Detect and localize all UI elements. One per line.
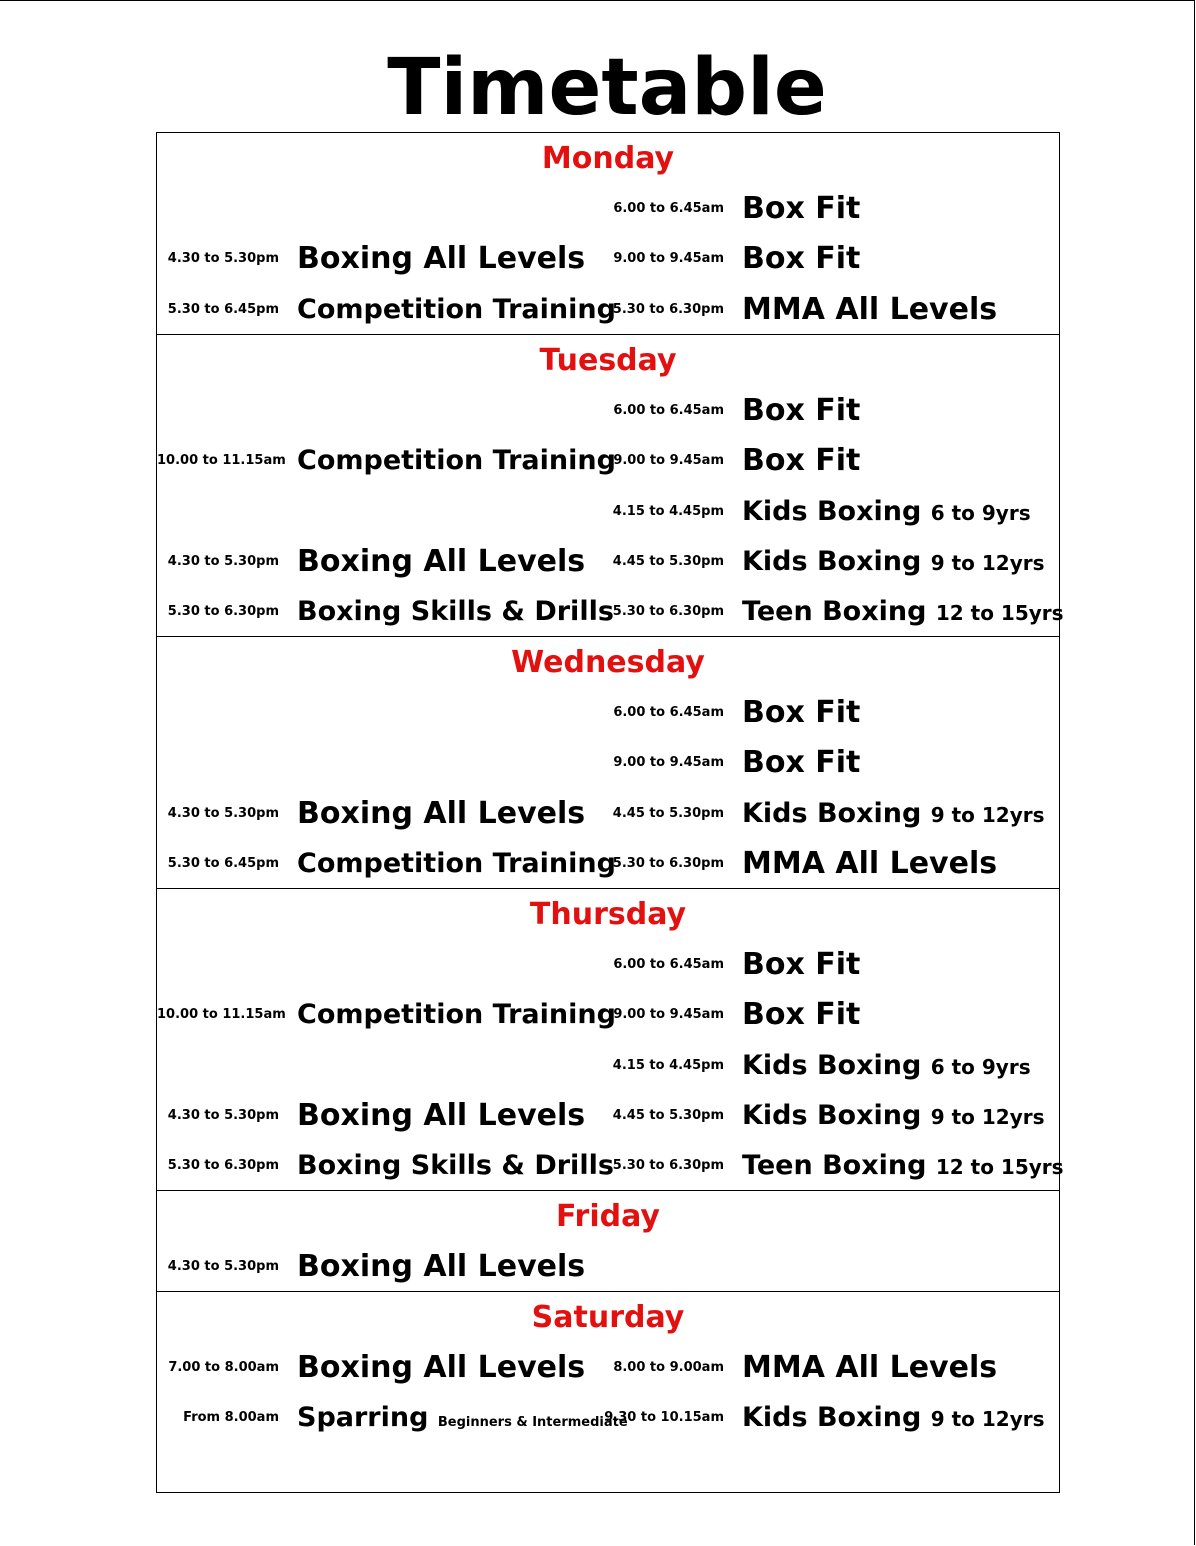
- class-name: Box Fit: [742, 241, 861, 277]
- day-heading: Thursday: [529, 897, 687, 932]
- class-name: Competition Training: [297, 445, 616, 477]
- day-heading: Friday: [555, 1199, 660, 1234]
- session-time: 4.45 to 5.30pm: [612, 553, 724, 569]
- session-time: 6.00 to 6.45am: [613, 201, 724, 216]
- timetable-row: [157, 1343, 1059, 1393]
- class-age-range: 9 to 12yrs: [930, 550, 1045, 575]
- session-class: [742, 285, 997, 335]
- session-time: 6.00 to 6.45am: [613, 705, 724, 720]
- day-heading: Wednesday: [511, 645, 705, 680]
- session-time: 8.00 to 9.00am: [613, 1360, 724, 1375]
- class-name: Kids Boxing: [742, 495, 922, 527]
- session-time: 10.00 to 11.15am: [157, 1007, 286, 1023]
- day-section-tuesday: [157, 334, 1064, 637]
- session-time: 9.00 to 9.45am: [613, 251, 724, 267]
- timetable-row: [157, 839, 1059, 889]
- session-time: 6.00 to 6.45am: [613, 957, 724, 972]
- day-section-friday: [157, 1190, 1059, 1292]
- session-time: 9.30 to 10.15am: [604, 1410, 724, 1426]
- session-class: [742, 1141, 1064, 1191]
- session-time: 7.00 to 8.00am: [168, 1360, 279, 1375]
- session-class: [297, 1242, 585, 1292]
- session-class: [742, 1041, 1031, 1091]
- session-class: [742, 1393, 1045, 1443]
- timetable: [156, 132, 1064, 1493]
- day-section-wednesday: [157, 636, 1059, 889]
- session-time: 9.00 to 9.45am: [613, 1007, 724, 1023]
- class-age-range: Beginners & Intermediate: [437, 1415, 628, 1431]
- class-name: Boxing All Levels: [297, 1249, 586, 1284]
- class-age-range: 9 to 12yrs: [930, 1407, 1045, 1432]
- session-class: [742, 738, 860, 788]
- class-name: Kids Boxing: [742, 545, 922, 577]
- timetable-row: [157, 587, 1064, 637]
- timetable-row: [157, 537, 1059, 587]
- session-time: 5.30 to 6.45pm: [167, 855, 279, 871]
- session-class: [742, 688, 860, 738]
- class-age-range: 12 to 15yrs: [935, 601, 1064, 626]
- day-heading: Saturday: [531, 1300, 685, 1335]
- session-class: [742, 839, 997, 889]
- session-class: [742, 1091, 1045, 1141]
- session-time: 5.30 to 6.30pm: [612, 301, 724, 317]
- timetable-row: [157, 1393, 1059, 1443]
- class-name: Boxing All Levels: [297, 1350, 586, 1385]
- class-name: Kids Boxing: [742, 797, 922, 829]
- timetable-row: [157, 184, 1059, 234]
- session-time: 4.45 to 5.30pm: [612, 1107, 724, 1123]
- class-name: Kids Boxing: [742, 1049, 922, 1081]
- session-time: From 8.00am: [183, 1410, 279, 1426]
- day-section-saturday: [157, 1291, 1059, 1493]
- timetable-row: [157, 436, 1059, 486]
- class-age-range: 12 to 15yrs: [935, 1155, 1064, 1180]
- session-time: 5.30 to 6.30pm: [612, 1158, 724, 1174]
- timetable-row: [157, 1041, 1059, 1091]
- session-time: 5.30 to 6.30pm: [167, 604, 279, 620]
- session-time: 9.00 to 9.45am: [613, 755, 724, 771]
- class-name: Box Fit: [742, 393, 861, 428]
- class-age-range: 9 to 12yrs: [930, 802, 1045, 827]
- class-name: Teen Boxing: [742, 596, 927, 628]
- session-time: 4.15 to 4.45pm: [612, 1057, 724, 1073]
- class-name: Box Fit: [742, 745, 861, 781]
- day-section-monday: [157, 133, 1059, 334]
- session-class: [742, 436, 860, 486]
- class-name: Box Fit: [742, 947, 861, 982]
- session-time: 5.30 to 6.30pm: [612, 604, 724, 620]
- session-time: 10.00 to 11.15am: [157, 453, 286, 469]
- day-heading: Tuesday: [539, 343, 677, 378]
- timetable-row: [157, 789, 1059, 839]
- session-time: 5.30 to 6.45pm: [167, 301, 279, 317]
- class-name: Competition Training: [297, 999, 616, 1031]
- session-time: 5.30 to 6.30pm: [167, 1158, 279, 1174]
- session-time: 4.45 to 5.30pm: [612, 805, 724, 821]
- session-class: [742, 537, 1045, 587]
- session-class: [742, 789, 1045, 839]
- class-name: Boxing Skills & Drills: [297, 1150, 614, 1182]
- timetable-row: [157, 990, 1059, 1040]
- session-class: [742, 184, 860, 234]
- class-name: Competition Training: [297, 293, 616, 325]
- session-class: [742, 386, 860, 436]
- session-time: 4.30 to 5.30pm: [167, 1259, 279, 1274]
- session-class: [742, 990, 860, 1040]
- session-time: 5.30 to 6.30pm: [612, 855, 724, 871]
- class-name: Kids Boxing: [742, 1099, 922, 1131]
- day-heading: Monday: [541, 141, 675, 176]
- class-name: Boxing All Levels: [297, 241, 586, 277]
- timetable-row: [157, 487, 1059, 537]
- class-name: Boxing All Levels: [297, 795, 586, 831]
- timetable-row: [157, 1091, 1059, 1141]
- class-name: Kids Boxing: [742, 1402, 922, 1434]
- class-age-range: 6 to 9yrs: [930, 500, 1031, 525]
- class-name: Sparring: [297, 1402, 429, 1434]
- timetable-row: [157, 688, 1059, 738]
- class-name: Boxing All Levels: [297, 543, 586, 579]
- timetable-row: [157, 1141, 1064, 1191]
- class-name: Competition Training: [297, 847, 616, 879]
- page-title: Timetable: [387, 43, 827, 133]
- session-time: 4.15 to 4.45pm: [612, 503, 724, 519]
- timetable-row: [157, 234, 1059, 284]
- class-name: Teen Boxing: [742, 1150, 927, 1182]
- class-name: MMA All Levels: [742, 1350, 998, 1385]
- session-time: 6.00 to 6.45am: [613, 403, 724, 418]
- class-age-range: 6 to 9yrs: [930, 1054, 1031, 1079]
- class-age-range: 9 to 12yrs: [930, 1104, 1045, 1129]
- session-class: [742, 487, 1031, 537]
- session-time: 4.30 to 5.30pm: [167, 251, 279, 267]
- session-class: [742, 1343, 997, 1393]
- class-name: MMA All Levels: [742, 845, 998, 881]
- class-name: Box Fit: [742, 997, 861, 1033]
- session-time: 9.00 to 9.45am: [613, 453, 724, 469]
- timetable-row: [157, 1242, 1059, 1292]
- class-name: MMA All Levels: [742, 291, 998, 327]
- timetable-row: [157, 738, 1059, 788]
- class-name: Boxing All Levels: [297, 1097, 586, 1133]
- class-name: Box Fit: [742, 695, 861, 730]
- class-name: Box Fit: [742, 191, 861, 226]
- timetable-row: [157, 386, 1059, 436]
- timetable-row: [157, 940, 1059, 990]
- session-class: [742, 234, 860, 284]
- session-time: 4.30 to 5.30pm: [167, 553, 279, 569]
- class-name: Boxing Skills & Drills: [297, 596, 614, 628]
- day-section-thursday: [157, 888, 1064, 1191]
- session-class: [742, 940, 860, 990]
- session-time: 4.30 to 5.30pm: [167, 805, 279, 821]
- timetable-row: [157, 285, 1059, 335]
- class-name: Box Fit: [742, 443, 861, 479]
- session-class: [742, 587, 1064, 637]
- session-time: 4.30 to 5.30pm: [167, 1107, 279, 1123]
